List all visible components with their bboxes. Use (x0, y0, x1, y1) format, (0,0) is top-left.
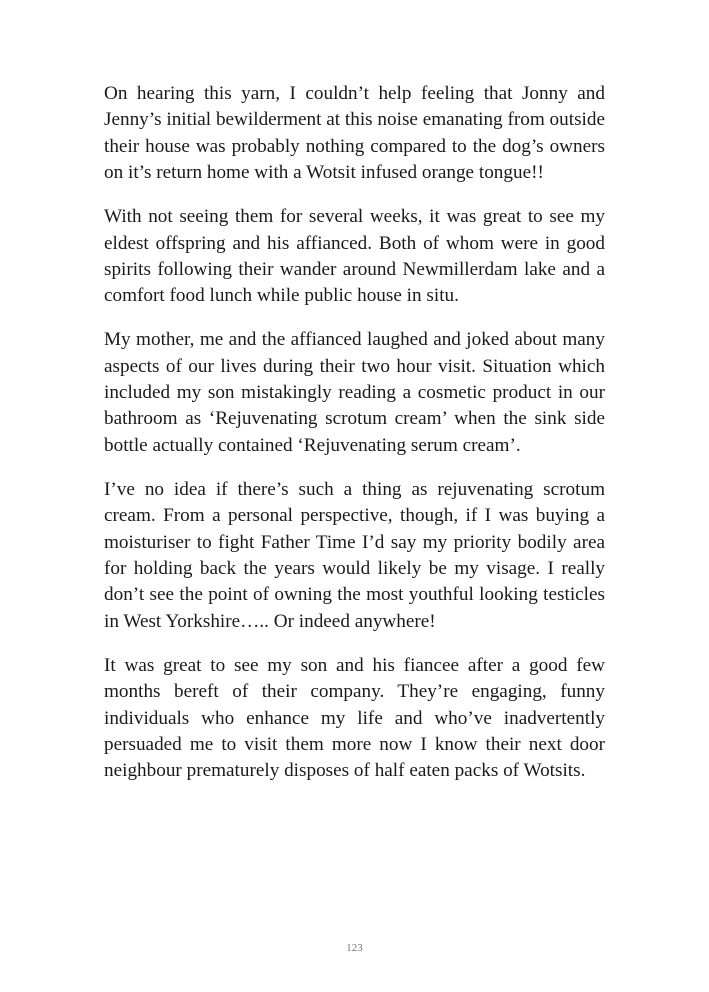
paragraph-4: I’ve no idea if there’s such a thing as rejuvenating scrotum cream. From a personal perspective, though, if I was buying a moisturiser to fight Father Time I’d say my priority bodily area for holding back the years would likely be my visage. I really don’t see the point of owning the most youthful looking testicles in West Yorkshire….. Or indeed anywhere! (104, 478, 605, 632)
body-text (104, 81, 605, 802)
page-number: 123 (346, 942, 363, 954)
paragraph-3: My mother, me and the affianced laughed and joked about many aspects of our lives during their two hour visit. Situation which included my son mistakingly reading a cosmetic product in our bathroom as ‘Rejuvenating scrotum cream’ when the sink side bottle actually contained ‘Rejuvenating serum cream’. (104, 329, 605, 456)
paragraph-5: It was great to see my son and his fiancee after a good few months bereft of their company. They’re engaging, funny individuals who enhance my life and who’ve inadvertently persuaded me to visit them more now I know their next door neighbour prematurely disposes of half eaten packs of Wotsits. (104, 654, 605, 782)
paragraph-1: On hearing this yarn, I couldn’t help feeling that Jonny and Jenny’s initial bewilderment at this noise emanating from outside their house was probably nothing compared to the dog’s owners on it’s return home with a Wotsit infused orange tongue!! (104, 83, 605, 184)
paragraph-2: With not seeing them for several weeks, it was great to see my eldest offspring and his affianced. Both of whom were in good spirits following their wander around Newmillerdam lake and a comfort food lunch while public house in situ. (104, 206, 605, 307)
